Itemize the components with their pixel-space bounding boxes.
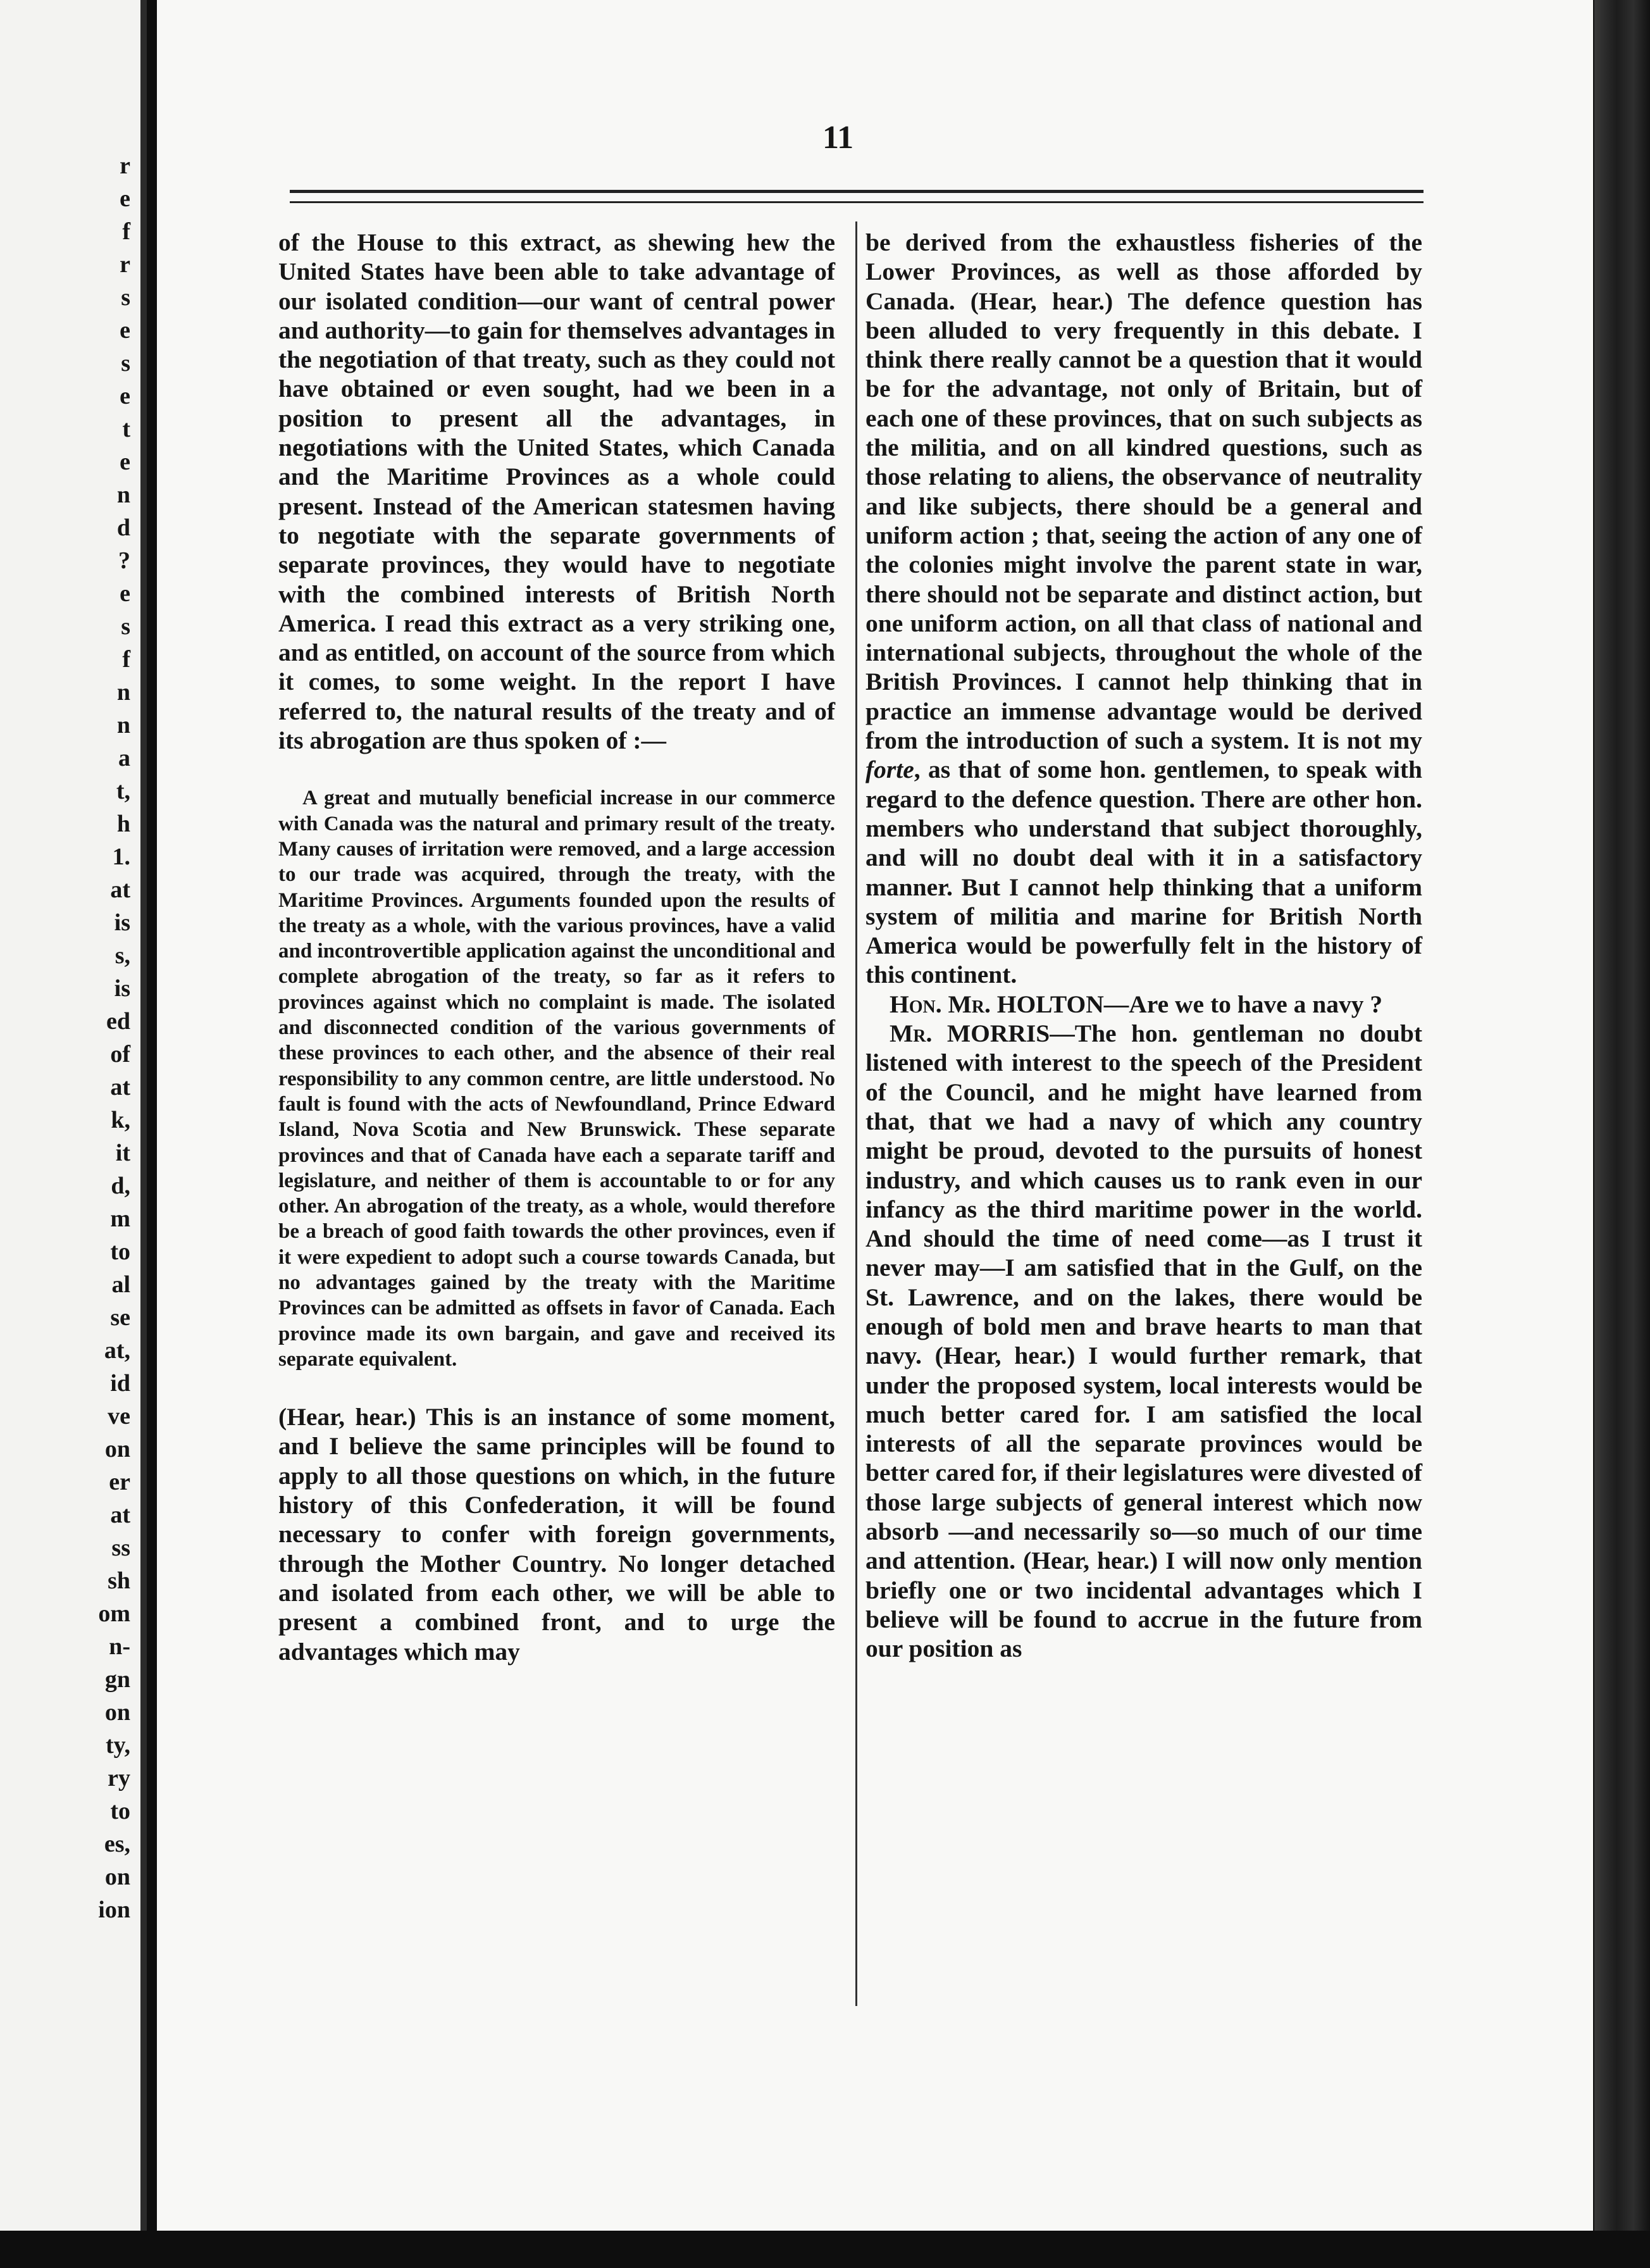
facing-page-fragment: at — [110, 1074, 130, 1100]
facing-page-fragment: it — [115, 1140, 130, 1166]
facing-page-fragment: n- — [109, 1633, 130, 1660]
speaker-morris: Mr. MORRIS — [890, 1019, 1050, 1048]
header-rule-top — [290, 190, 1424, 193]
facing-page-fragment: to — [110, 1238, 130, 1265]
facing-page-fragment: al — [111, 1271, 130, 1298]
facing-page-fragment: r — [120, 153, 130, 179]
facing-page-fragment: s, — [115, 942, 130, 969]
left-column — [278, 228, 835, 1666]
right-paragraph-1 — [865, 228, 1422, 990]
facing-page-fragment: r — [120, 251, 130, 278]
facing-page-fragment: ve — [108, 1403, 130, 1430]
facing-page-fragment: to — [110, 1798, 130, 1824]
right-paragraph-1-part-b: , as that of some hon. gentlemen, to speak with regard to the defence question. There are other hon. members who understand that subject thoroughly, and will no doubt deal with it in a satisfactory manner. But I cannot help thinking that a uniform system of militia and marine for British North America would be powerfully felt in the history of this continent. — [865, 756, 1422, 989]
quoted-report-extract: A great and mutually beneficial increase in our commerce with Canada was the natural and primary result of the treaty. Many causes of irritation were removed, and a large accession to our trade was acquired, through the treaty, with the Maritime Provinces. Arguments founded upon the results of the treaty as a whole, with the various provinces, have a valid and incontrovertible application against the unconditional and complete abrogation of the treaty, so far as it refers to provinces against which no complaint is made. The isolated and disconnected condition of the various governments of these provinces to each other, and the absence of their real responsibility to any common centre, are little understood. No fault is found with the acts of Newfoundland, Prince Edward Island, Nova Scotia and New Brunswick. These separate provinces and that of Canada have each a separate tariff and legislature, and neither of them is accountable to or for any other. An abrogation of the treaty, as a whole, would therefore be a breach of good faith towards the other provinces, even if it were expedient to adopt such a course towards Canada, but no advantages gained by the treaty with the Maritime Provinces can be admitted as offsets in favor of Canada. Each province made its own bargain, and gave and received its separate equivalent. — [278, 787, 835, 1371]
left-paragraph-1: of the House to this extract, as shewing hew the United States have been able to take advantage of our isolated condition—our want of central power and authority—to gain for themselves advantages in the negotiation of that treaty, such as they could not have obtained or even sought, had we been in a position to present all the advantages, in negotiations with the United States, which Canada and the Maritime Provinces as a whole could present. Instead of the American statesmen having to negotiate with the separate governments of separate provinces, they would have to negotiate with the combined interests of British North America. I read this extract as a very striking one, and as entitled, on account of the source from which it comes, to some weight. In the report I have referred to, the natural results of the treaty and of its abrogation are thus spoken of :— — [278, 228, 835, 755]
book-spine — [1594, 0, 1650, 2268]
facing-page-fragment: on — [104, 1436, 130, 1462]
facing-page-fragment: sh — [108, 1567, 130, 1594]
facing-page-fragment: er — [109, 1469, 130, 1495]
holton-speech — [865, 990, 1422, 1019]
facing-page-fragment: d, — [111, 1173, 130, 1199]
facing-page-fragment: k, — [111, 1107, 130, 1133]
facing-page-fragment: ty, — [105, 1732, 130, 1759]
right-paragraph-1-part-a: be derived from the exhaustless fisheries of the Lower Provinces, as well as those afforded by Canada. (Hear, hear.) The defence question has been alluded to very frequently in this debate. I think there really cannot be a question that it would be for the advantage, not only of Britain, but of each one of these provinces, that on such subjects as the militia, and on all kindred questions, such as those relating to aliens, the observance of neutrality and like subjects, there should be a general and uniform action ; that, seeing the action of any one of the colonies might involve the parent state in war, there should not be separate and distinct action, but one uniform action, on all that class of national and international subjects, throughout the whole of the British Provinces. I cannot help thinking that in practice an immense advantage would be derived from the introduction of such a system. It is not my — [865, 228, 1422, 755]
facing-page-fragment: e — [120, 317, 130, 344]
facing-page — [0, 0, 147, 2268]
facing-page-fragment: id — [110, 1370, 130, 1397]
facing-page-fragment: t, — [116, 778, 130, 804]
facing-page-fragment: s — [121, 284, 130, 311]
facing-page-fragment: e — [120, 383, 130, 409]
facing-page-edge — [140, 0, 147, 2268]
facing-page-fragment: t — [122, 416, 130, 442]
facing-page-fragment: on — [104, 1864, 130, 1890]
facing-page-fragment: gn — [104, 1666, 130, 1693]
facing-page-fragment: es, — [104, 1831, 130, 1857]
morris-reply: —The hon. gentleman no doubt listened with interest to the speech of the President of the Council, and he might have learned from that, that we had a navy of which any country might be proud, devoted to the pursuits of honest industry, and which causes us to rank even in our infancy as the third maritime power in the world. And should the time of need come—as I trust it never may—I am satisfied that in the Gulf, on the St. Lawrence, and on the lakes, there would be enough of bold men and brave hearts to man that navy. (Hear, hear.) I would further remark, that under the proposed system, local interests would be much better cared for. I am satisfied the local interests of all the separate provinces would be better cared for, if their legislatures were divested of those large subjects of general interest which now absorb —and necessarily so—so much of our time and attention. (Hear, hear.) I will now only mention briefly one or two incidental advantages which I believe will be found to accrue in the future from our position as — [865, 1019, 1422, 1663]
speaker-holton: Hon. Mr. HOLTON — [890, 990, 1104, 1018]
facing-page-fragment: a — [118, 745, 130, 771]
facing-page-fragment: f — [122, 646, 130, 673]
facing-page-fragment: ss — [111, 1535, 130, 1561]
facing-page-fragment: e — [120, 580, 130, 607]
page-number: 11 — [822, 120, 854, 156]
header-rule-bottom — [290, 201, 1424, 203]
facing-page-fragment: d — [116, 514, 130, 541]
right-column — [865, 228, 1422, 1664]
facing-page-fragment: of — [110, 1041, 130, 1068]
italic-word: forte — [865, 756, 914, 784]
facing-page-fragment: e — [120, 185, 130, 212]
facing-page-fragment: ion — [98, 1897, 130, 1923]
facing-page-fragment: at — [110, 876, 130, 903]
facing-page-fragment: se — [110, 1304, 130, 1331]
facing-page-fragment: h — [116, 811, 130, 837]
facing-page-fragment: f — [122, 218, 130, 245]
left-paragraph-2: (Hear, hear.) This is an instance of some moment, and I believe the same principles will be found to apply to all those questions on which, in the future history of this Confederation, it will be found necessary to confer with foreign governments, through the Mother Country. No longer detached and isolated from each other, we will be able to present a combined front, and to urge the advantages which may — [278, 1403, 835, 1666]
facing-page-fragment: om — [98, 1600, 130, 1627]
facing-page-fragment: at, — [104, 1337, 130, 1364]
column-divider — [855, 221, 857, 2006]
morris-speech — [865, 1019, 1422, 1664]
facing-page-fragment: is — [114, 909, 130, 936]
facing-page-fragment: at — [110, 1502, 130, 1528]
facing-page-fragment: 1. — [112, 844, 130, 870]
facing-page-fragment: m — [110, 1206, 130, 1232]
facing-page-fragment: ry — [108, 1765, 130, 1791]
facing-page-fragment: is — [114, 975, 130, 1002]
holton-question: —Are we to have a navy ? — [1103, 990, 1383, 1018]
facing-page-fragment: n — [116, 482, 130, 508]
scan-border — [0, 2231, 1650, 2268]
facing-page-fragment: s — [121, 350, 130, 377]
facing-page-fragment: ? — [118, 547, 130, 574]
facing-page-fragment: s — [121, 613, 130, 640]
facing-page-fragment: n — [116, 679, 130, 706]
facing-page-fragment: on — [104, 1699, 130, 1726]
facing-page-fragment: e — [120, 449, 130, 475]
facing-page-fragment: ed — [106, 1008, 130, 1035]
facing-page-fragment: n — [116, 712, 130, 738]
